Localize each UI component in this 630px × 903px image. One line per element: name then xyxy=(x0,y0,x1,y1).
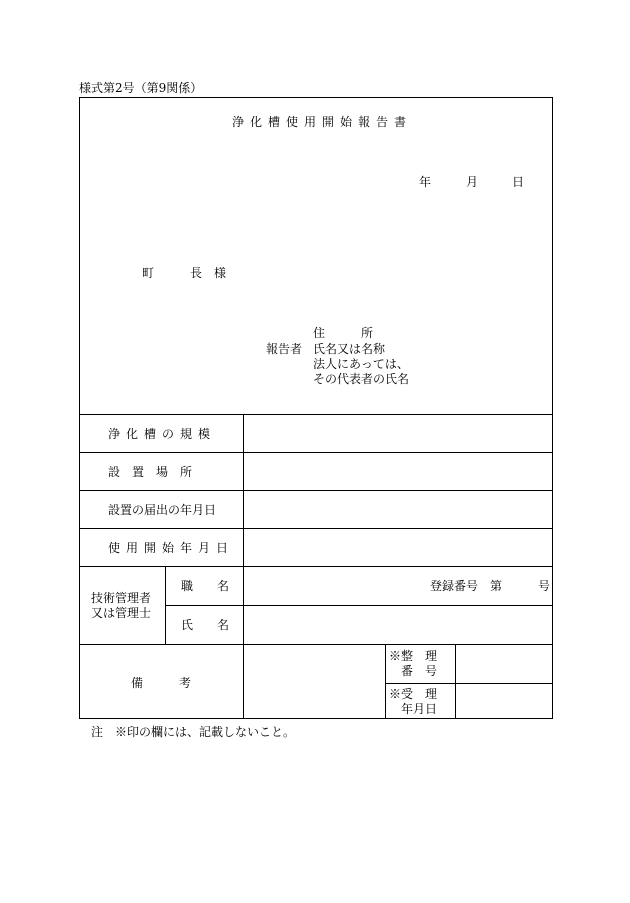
reporter-name-label: 氏名又は名称 xyxy=(313,342,386,356)
label-start-date: 使用開始年月日 xyxy=(108,541,235,555)
reporter-corp-line1: 法人にあっては、 xyxy=(313,357,409,371)
label-manager-line2: 又は管理士 xyxy=(91,606,152,620)
divider-location xyxy=(79,490,553,491)
label-position: 職 名 xyxy=(181,579,230,593)
label-manager-line1: 技術管理者 xyxy=(91,591,152,605)
date-day: 日 xyxy=(512,175,525,189)
reporter-label: 報告者 xyxy=(266,342,303,356)
label-remarks: 備 考 xyxy=(131,676,192,690)
divider-position xyxy=(165,605,553,606)
form-number: 様式第2号（第9関係） xyxy=(79,81,203,95)
divider-ref xyxy=(385,683,553,684)
divider-top xyxy=(79,414,553,415)
divider-office-value xyxy=(455,644,456,719)
form-title: 浄化槽使用開始報告書 xyxy=(232,115,413,129)
form-frame xyxy=(79,97,553,719)
addressee-town: 町 xyxy=(142,266,155,280)
registration-number: 登録番号 第 号 xyxy=(430,579,551,593)
label-name: 氏 名 xyxy=(181,618,230,632)
divider-label-column xyxy=(243,414,244,719)
divider-notification xyxy=(79,528,553,529)
label-notification-date: 設置の届出の年月日 xyxy=(108,503,217,517)
reporter-corp-line2: その代表者の氏名 xyxy=(313,372,410,386)
divider-manager xyxy=(79,644,553,645)
divider-office-column xyxy=(385,644,386,719)
footnote: 注 ※印の欄には、記載しないこと。 xyxy=(91,725,296,739)
date-month: 月 xyxy=(466,175,479,189)
label-location: 設 置 場 所 xyxy=(108,465,193,479)
divider-manager-column xyxy=(165,566,166,644)
label-ref-number-line1: ※整 理 xyxy=(389,649,438,663)
addressee-chief: 長 様 xyxy=(190,266,227,280)
label-ref-number-line2: 番 号 xyxy=(401,664,438,678)
label-scale: 浄化槽の規模 xyxy=(108,427,217,441)
divider-start xyxy=(79,566,553,567)
divider-scale xyxy=(79,452,553,453)
label-receipt-line2: 年月日 xyxy=(401,702,438,716)
reporter-address-label: 住 所 xyxy=(313,326,374,340)
label-receipt-line1: ※受 理 xyxy=(389,687,438,701)
date-year: 年 xyxy=(419,175,432,189)
